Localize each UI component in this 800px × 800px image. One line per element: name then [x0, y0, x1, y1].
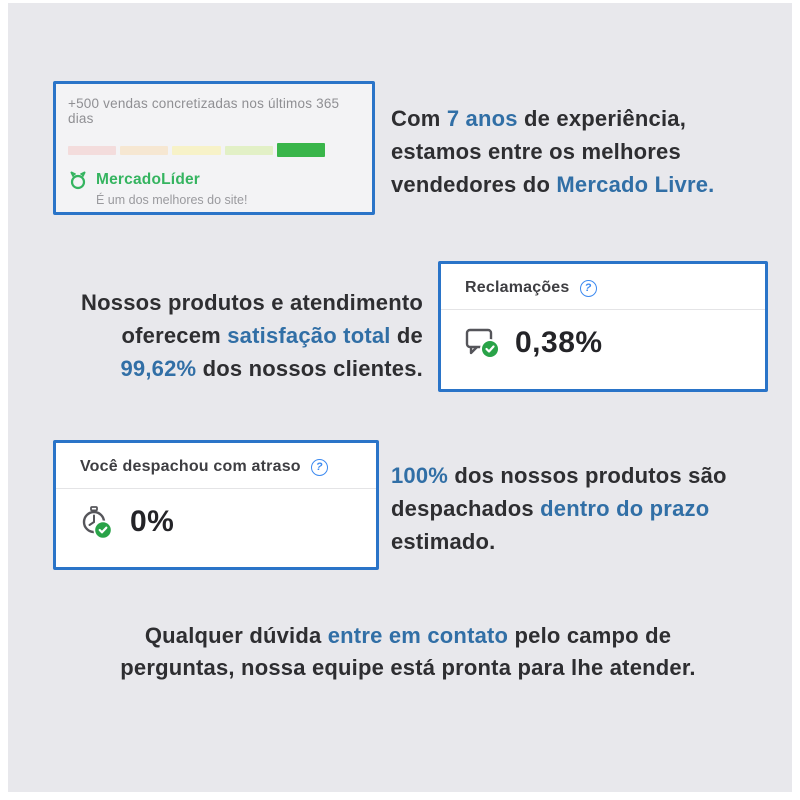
- experience-line-2: estamos entre os melhores: [391, 139, 681, 164]
- satisfaction-line-3: 99,62% dos nossos clientes.: [120, 356, 423, 381]
- reputation-thermometer: [68, 143, 325, 157]
- hundred-percent-highlight: 100%: [391, 463, 449, 488]
- medal-icon: [68, 170, 88, 190]
- experience-line-1: Com 7 anos de experiência,: [391, 106, 687, 131]
- shipping-line-3: estimado.: [391, 529, 496, 554]
- shipping-paragraph: [391, 459, 796, 558]
- help-icon[interactable]: ?: [311, 459, 328, 476]
- thermometer-segment-red: [68, 146, 116, 155]
- mercado-livre-highlight: Mercado Livre.: [556, 172, 715, 197]
- satisfaction-line-1: Nossos produtos e atendimento: [81, 290, 423, 315]
- on-time-highlight: dentro do prazo: [540, 496, 710, 521]
- page-background: [8, 3, 792, 792]
- years-highlight: 7 anos: [446, 106, 518, 131]
- contact-line-1: Qualquer dúvida entre em contato pelo campo de: [144, 623, 672, 648]
- mercadolider-badge: [68, 170, 360, 190]
- complaints-card-body: [441, 310, 765, 376]
- chat-bubble-check-icon: [465, 327, 501, 359]
- shipping-line-2: despachados dentro do prazo: [391, 496, 710, 521]
- contact-line-2: perguntas, nossa equipe está pronta para lhe atender.: [120, 655, 696, 680]
- sales-summary-text: +500 vendas concretizadas nos últimos 365 dias: [68, 96, 340, 126]
- complaints-value: 0,38%: [515, 326, 603, 359]
- experience-paragraph: [391, 102, 791, 201]
- total-satisfaction-highlight: satisfação total: [227, 323, 391, 348]
- help-icon[interactable]: ?: [580, 280, 597, 297]
- satisfaction-paragraph: [26, 286, 423, 385]
- dispatch-late-card: [53, 440, 379, 570]
- complaints-card: [438, 261, 768, 392]
- thermometer-segment-yellow: [172, 146, 220, 155]
- contact-highlight: entre em contato: [327, 623, 509, 648]
- thermometer-segment-green-active: [277, 143, 325, 157]
- experience-line-3: vendedores do Mercado Livre.: [391, 172, 715, 197]
- dispatch-card-header: [56, 443, 376, 489]
- complaints-title: Reclamações: [465, 279, 570, 296]
- thermometer-segment-orange: [120, 146, 168, 155]
- percentage-highlight: 99,62%: [120, 356, 197, 381]
- thermometer-segment-lightgreen: [225, 146, 273, 155]
- complaints-card-header: [441, 264, 765, 310]
- contact-paragraph: [48, 620, 768, 684]
- shipping-line-1: 100% dos nossos produtos são: [391, 463, 727, 488]
- mercadolider-subtitle: É um dos melhores do site!: [96, 193, 248, 207]
- dispatch-title: Você despachou com atraso: [80, 458, 301, 475]
- dispatch-card-body: [56, 489, 376, 555]
- dispatch-value: 0%: [130, 505, 175, 538]
- satisfaction-line-2: oferecem satisfação total de: [121, 323, 423, 348]
- reputation-card: [53, 81, 375, 215]
- stopwatch-check-icon: [80, 506, 116, 538]
- mercadolider-label: MercadoLíder: [96, 171, 201, 188]
